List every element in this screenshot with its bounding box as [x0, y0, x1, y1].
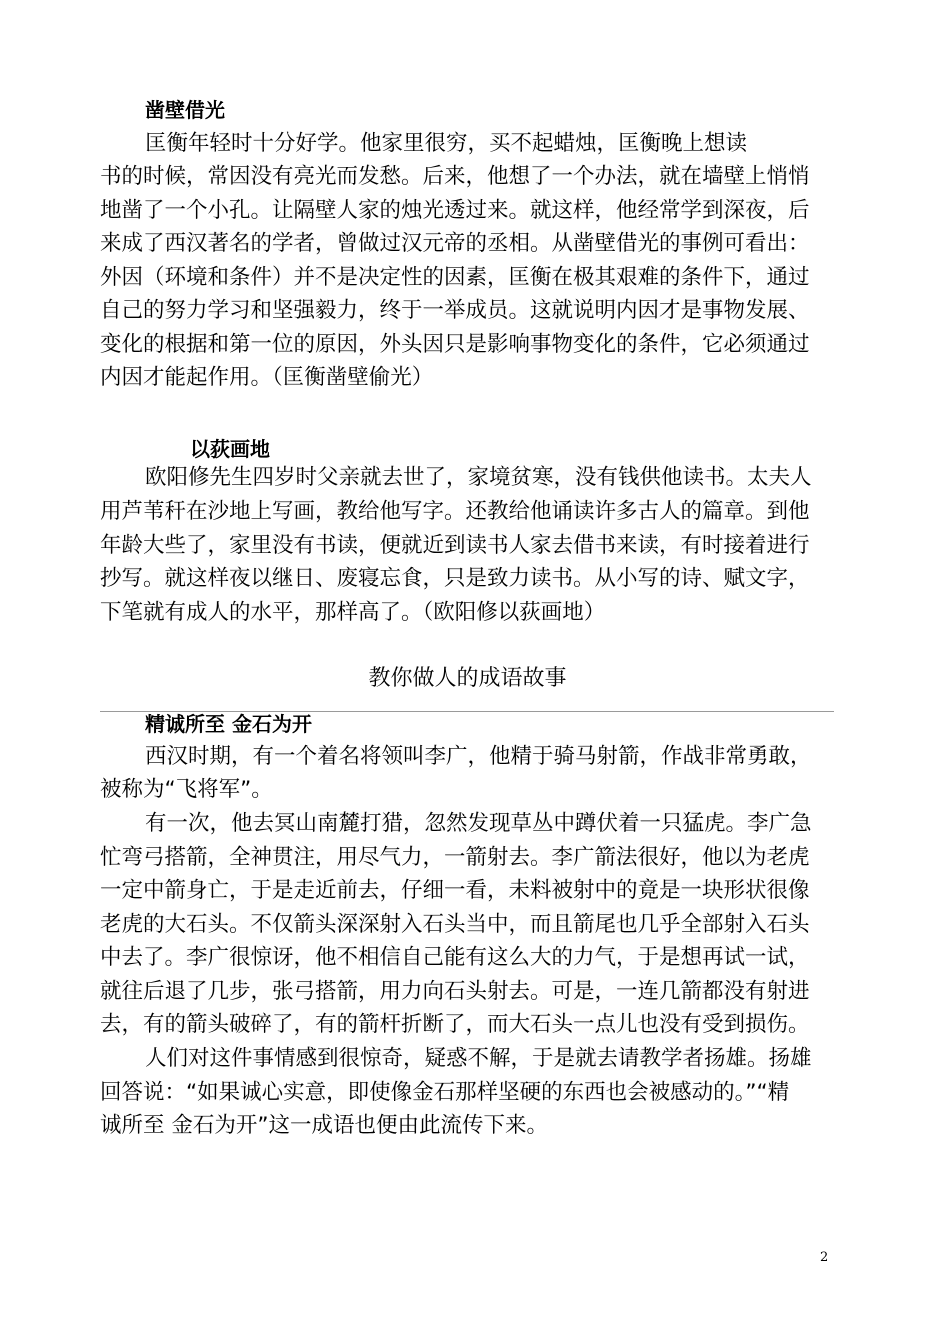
- paragraph-line: 书的时候，常因没有亮光而发愁。后来，他想了一个办法，就在墙壁上悄悄: [100, 164, 810, 189]
- paragraph-line: 年龄大些了，家里没有书读，便就近到读书人家去借书来读，有时接着进行: [100, 533, 810, 558]
- paragraph-line: 诚所至 金石为开”这一成语也便由此流传下来。: [100, 1113, 548, 1138]
- paragraph-line: 去，有的箭头破碎了，有的箭杆折断了，而大石头一点儿也没有受到损伤。: [100, 1012, 810, 1037]
- paragraph-line: 回答说：“如果诚心实意，即使像金石那样坚硬的东西也会被感动的。”“精: [100, 1080, 790, 1105]
- section-heading-jingcheng: 精诚所至 金石为开: [145, 712, 312, 736]
- paragraph-line: 忙弯弓搭箭，全神贯注，用尽气力，一箭射去。李广箭法很好，他以为老虎: [100, 845, 810, 870]
- paragraph-line: 欧阳修先生四岁时父亲就去世了，家境贫寒，没有钱供他读书。太夫人: [145, 465, 812, 490]
- paragraph-line: 下笔就有成人的水平，那样高了。（欧阳修以荻画地）: [100, 600, 606, 625]
- paragraph-line: 中去了。李广很惊讶，他不相信自己能有这么大的力气，于是想再试一试，: [100, 945, 810, 970]
- section-heading-yidi: 以荻画地: [190, 437, 270, 461]
- paragraph-line: 变化的根据和第一位的原因，外头因只是影响事物变化的条件，它必须通过: [100, 332, 810, 357]
- paragraph-line: 地凿了一个小孔。让隔壁人家的烛光透过来。就这样，他经常学到深夜，后: [100, 198, 810, 223]
- paragraph-line: 被称为“飞将军”。: [100, 777, 273, 802]
- paragraph-line: 来成了西汉著名的学者，曾做过汉元帝的丞相。从凿壁借光的事例可看出：: [100, 231, 810, 256]
- chapter-title: 教你做人的成语故事: [368, 666, 567, 691]
- paragraph-line: 用芦苇秆在沙地上写画，教给他写字。还教给他诵读许多古人的篇章。到他: [100, 499, 810, 524]
- paragraph-line: 抄写。就这样夜以继日、废寝忘食，只是致力读书。从小写的诗、赋文字，: [100, 566, 810, 591]
- paragraph-line: 有一次，他去冥山南麓打猎，忽然发现草丛中蹲伏着一只猛虎。李广急: [145, 811, 812, 836]
- paragraph-line: 人们对这件事情感到很惊奇，疑惑不解，于是就去请教学者扬雄。扬雄: [145, 1046, 812, 1071]
- paragraph-line: 匡衡年轻时十分好学。他家里很穷，买不起蜡烛，匡衡晚上想读: [145, 131, 748, 156]
- page-number: 2: [820, 1250, 829, 1265]
- section-heading-zaobi: 凿壁借光: [145, 98, 225, 122]
- paragraph-line: 老虎的大石头。不仅箭头深深射入石头当中，而且箭尾也几乎全部射入石头: [100, 912, 810, 937]
- paragraph-line: 自己的努力学习和坚强毅力，终于一举成员。这就说明内因才是事物发展、: [100, 298, 810, 323]
- paragraph-line: 就往后退了几步，张弓搭箭，用力向石头射去。可是，一连几箭都没有射进: [100, 979, 810, 1004]
- paragraph-line: 内因才能起作用。（匡衡凿壁偷光）: [100, 365, 434, 390]
- paragraph-line: 一定中箭身亡，于是走近前去，仔细一看，未料被射中的竟是一块形状很像: [100, 878, 810, 903]
- paragraph-line: 外因（环境和条件）并不是决定性的因素，匡衡在极其艰难的条件下，通过: [100, 265, 810, 290]
- paragraph-line: 西汉时期，有一个着名将领叫李广，他精于骑马射箭，作战非常勇敢，: [145, 744, 812, 769]
